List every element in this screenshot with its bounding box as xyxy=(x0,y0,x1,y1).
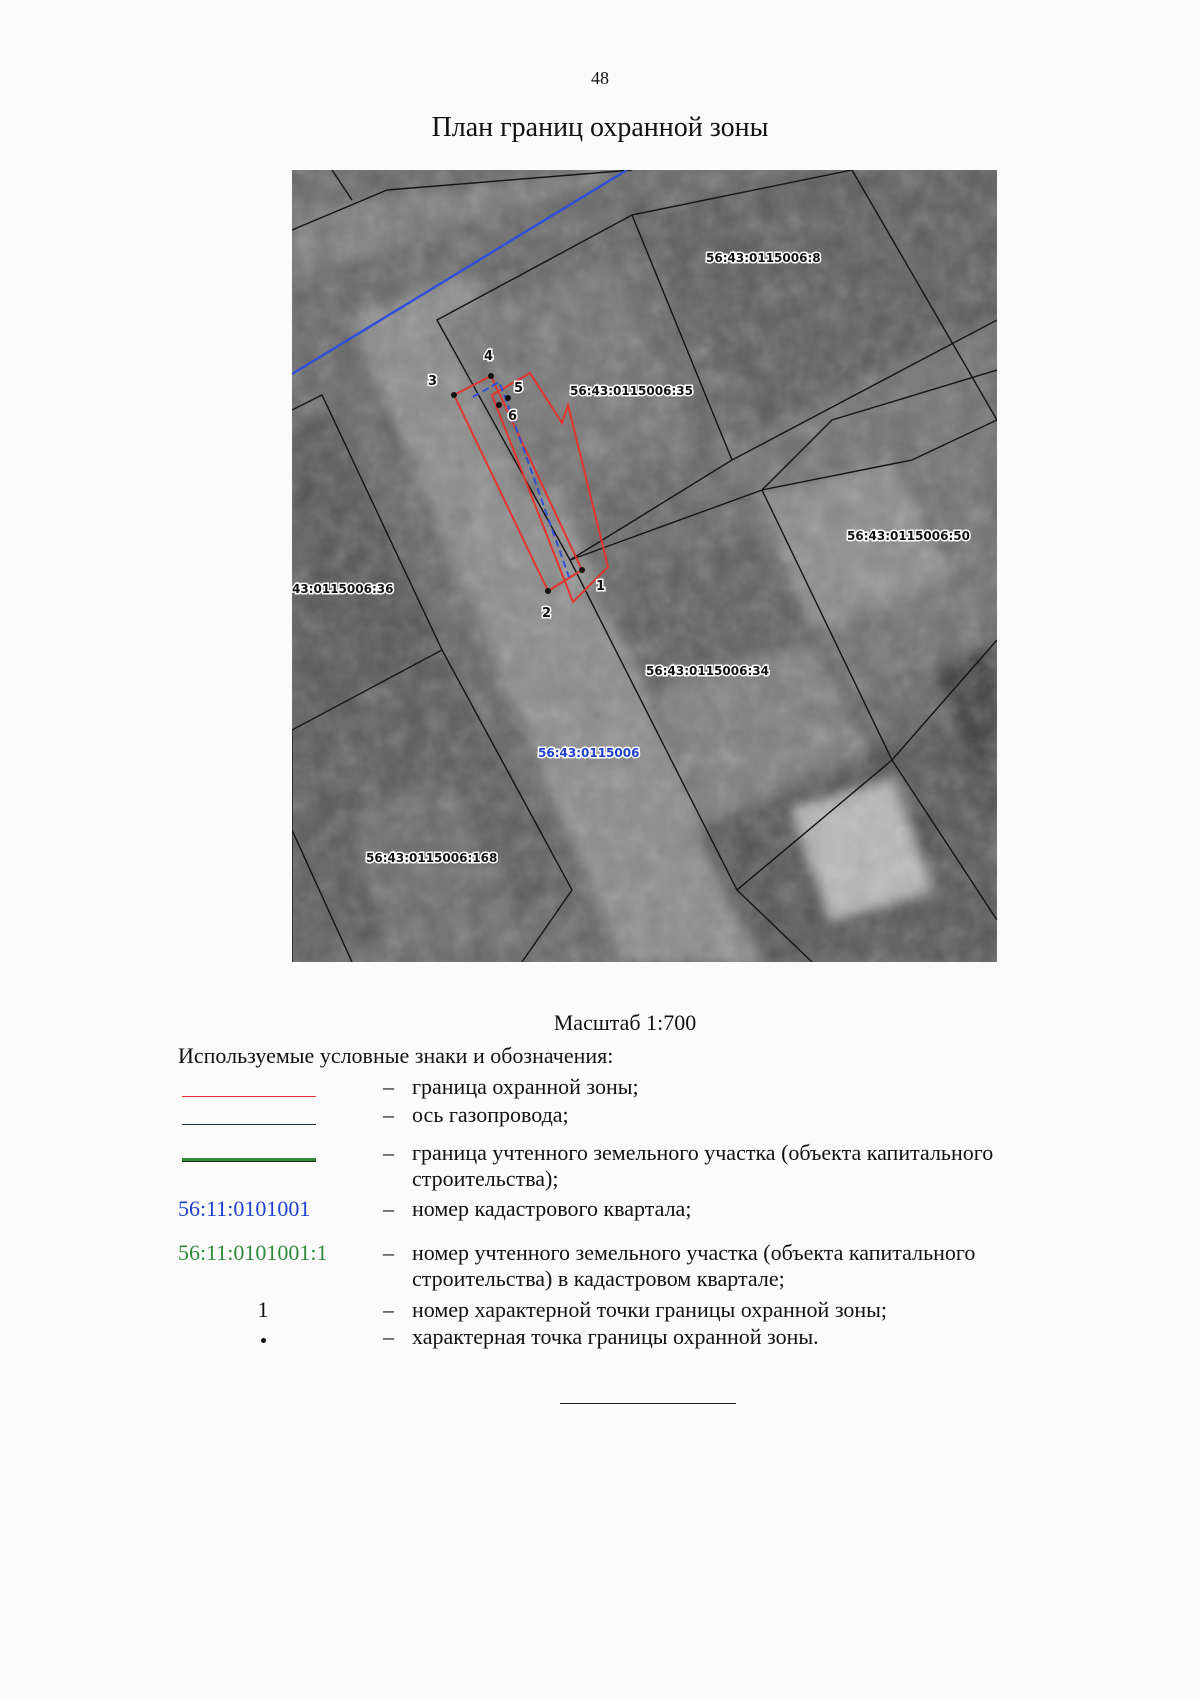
legend-text: граница учтенного земельного участка (объекта капитального строительства); xyxy=(412,1140,994,1191)
legend-dash: – xyxy=(383,1240,394,1265)
map-svg xyxy=(292,170,997,962)
legend-title: Используемые условные знаки и обозначения: xyxy=(178,1043,614,1068)
lot-label-8: 56:43:0115006:8 xyxy=(706,251,821,265)
cadastral-map xyxy=(292,170,997,962)
point-1-dot xyxy=(579,567,585,573)
page-number: 48 xyxy=(591,68,609,88)
point-label-3: 3 xyxy=(428,374,438,389)
legend-text: характерная точка границы охранной зоны. xyxy=(412,1324,819,1349)
point-label-1: 1 xyxy=(596,579,606,594)
legend-dash: – xyxy=(383,1297,394,1322)
legend-text: номер учтенного земельного участка (объекта капитального строительства) в кадастровом квартале; xyxy=(412,1240,976,1291)
legend-dash: – xyxy=(383,1140,394,1165)
legend-dash: – xyxy=(383,1324,394,1349)
point-5-dot xyxy=(505,395,511,401)
legend-text: номер кадастрового квартала; xyxy=(412,1196,692,1221)
lot-label-35: 56:43:0115006:35 xyxy=(570,384,693,398)
point-3-dot xyxy=(451,392,457,398)
point-label-4: 4 xyxy=(484,349,494,364)
legend-symbol-lot-number: 56:11:0101001:1 xyxy=(178,1240,328,1265)
point-label-5: 5 xyxy=(514,381,524,396)
legend-dash: – xyxy=(383,1102,394,1127)
legend-text: ось газопровода; xyxy=(412,1102,569,1127)
lot-label-34: 56:43:0115006:34 xyxy=(646,664,769,678)
aerial-imagery xyxy=(292,170,997,962)
point-label-6: 6 xyxy=(508,409,518,424)
legend-symbol-quarter-number: 56:11:0101001 xyxy=(178,1196,311,1221)
point-4-dot xyxy=(488,373,494,379)
legend-text: граница охранной зоны; xyxy=(412,1074,639,1099)
legend-dash: – xyxy=(383,1196,394,1221)
lot-label-168: 56:43:0115006:168 xyxy=(366,851,498,865)
footer-rule xyxy=(560,1403,736,1404)
point-label-2: 2 xyxy=(542,606,552,621)
legend-symbol-point-number: 1 xyxy=(257,1297,269,1322)
legend-dash: – xyxy=(383,1074,394,1099)
quarter-label: 56:43:0115006 xyxy=(538,746,640,760)
lot-label-36: 43:0115006:36 xyxy=(292,582,394,596)
point-6-dot xyxy=(496,402,502,408)
page-title: План границ охранной зоны xyxy=(431,112,769,143)
point-2-dot xyxy=(545,588,551,594)
lot-label-50: 56:43:0115006:50 xyxy=(847,529,970,543)
map-scale: Масштаб 1:700 xyxy=(553,1010,697,1035)
legend-text: номер характерной точки границы охранной зоны; xyxy=(412,1297,888,1322)
